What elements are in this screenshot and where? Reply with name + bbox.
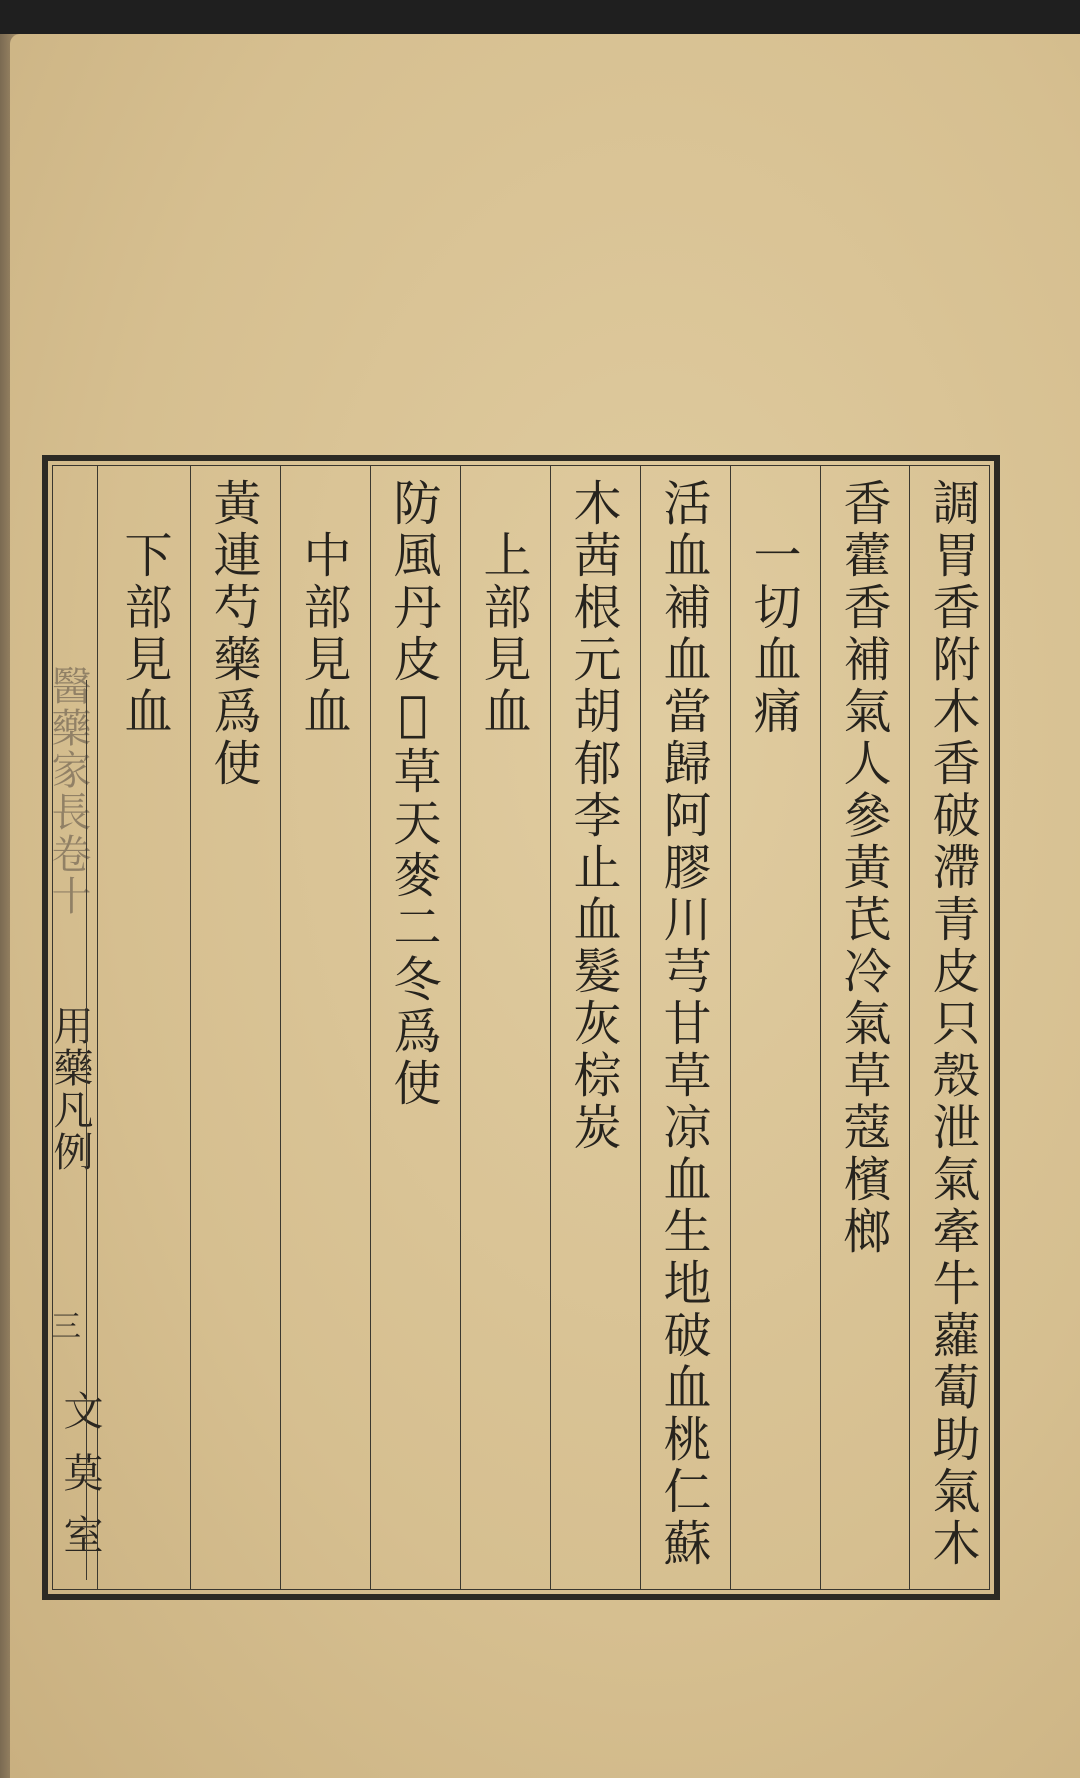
text-frame-inner — [52, 465, 990, 1590]
column-divider — [820, 466, 821, 1589]
text-column: 下部見血 — [116, 478, 172, 738]
text-column: 防風丹皮𦶜草天麥二冬爲使 — [385, 478, 441, 1110]
column-divider — [280, 466, 281, 1589]
book-title: 醫藥家長卷十 — [45, 665, 91, 917]
column-divider — [550, 466, 551, 1589]
column-divider — [370, 466, 371, 1589]
column-divider — [190, 466, 191, 1589]
column-divider — [640, 466, 641, 1589]
text-column: 香藿香補氣人參黃芪冷氣草蔻檳榔 — [835, 478, 891, 1258]
section-title: 用藥凡例 — [47, 1005, 93, 1173]
text-column: 中部見血 — [295, 478, 351, 738]
page-number: 三 — [45, 1310, 80, 1340]
text-column: 調胃香附木香破滯青皮只殼泄氣牽牛蘿蔔助氣木 — [924, 478, 980, 1570]
column-divider — [730, 466, 731, 1589]
text-column: 活血補血當歸阿膠川芎甘草凉血生地破血桃仁蘇 — [655, 478, 711, 1570]
margin-divider — [86, 680, 87, 1580]
text-column: 黃連芍藥爲使 — [205, 478, 261, 790]
column-divider — [460, 466, 461, 1589]
column-divider — [909, 466, 910, 1589]
publisher-name: 文莫室 — [57, 1390, 103, 1576]
text-column: 木茜根元胡郁李止血髮灰棕炭 — [565, 478, 621, 1154]
text-frame — [42, 455, 1000, 1600]
text-column: 一切血痛 — [745, 478, 801, 738]
text-column: 上部見血 — [475, 478, 531, 738]
